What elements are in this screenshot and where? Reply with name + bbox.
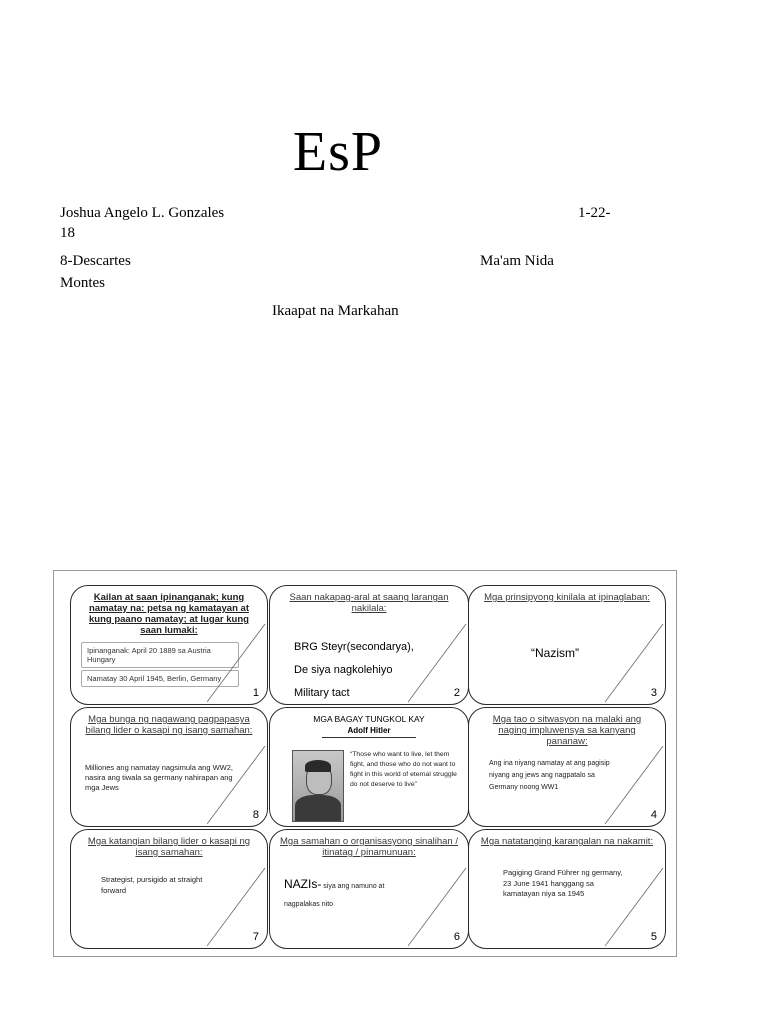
quote-text: “Those who want to live, let them fight, and those who do not want to fight in this world of eternal struggle do not deserve to live” [350, 751, 457, 788]
card-number: 2 [453, 687, 460, 699]
death-info: Namatay 30 April 1945, Berlin, Germany [81, 670, 239, 687]
teacher-name-part2: Montes [60, 275, 105, 291]
education-line: Military tact [294, 687, 350, 699]
date-part1: 1-22- [578, 205, 611, 221]
card-number: 3 [650, 687, 657, 699]
education-line: BRG Steyr(secondarya), [294, 641, 414, 653]
card-center-subject [269, 707, 469, 827]
card-honors [468, 829, 666, 949]
card-organizations [269, 829, 469, 949]
birth-info: Ipinanganak: April 20 1889 sa Austria Hungary [81, 642, 239, 668]
card-birth-death [70, 585, 268, 705]
card-number: 7 [252, 931, 259, 943]
card-heading: Mga natatanging karangalan na nakamit: [480, 836, 654, 847]
results-text: Milliones ang namatay nagsimula ang WW2, nasira ang tiwala sa germany nahirapan ang mga Jews [85, 763, 233, 792]
card-number: 4 [650, 809, 657, 821]
student-name: Joshua Angelo L. Gonzales [60, 205, 225, 221]
influences-text: Ang ina niyang namatay at ang pagisip niyang ang jews ang nagpatalo sa Germany noong WW1 [489, 760, 610, 791]
card-number: 1 [252, 687, 259, 699]
section: 8-Descartes [60, 253, 131, 269]
quarter-label: Ikaapat na Markahan [272, 303, 399, 319]
organization-note: siya ang namuno at nagpalakas nito [284, 883, 385, 908]
teacher-name-part1: Ma'am Nida [480, 253, 554, 269]
portrait-image [292, 750, 344, 822]
card-heading: Mga tao o sitwasyon na malaki ang naging impluwensya sa kanyang pananaw: [492, 714, 642, 747]
card-decision-results [70, 707, 268, 827]
center-heading: MGA BAGAY TUNGKOL KAY [313, 714, 425, 724]
card-number: 6 [453, 931, 460, 943]
card-influences [468, 707, 666, 827]
card-traits [70, 829, 268, 949]
education-line: De siya nagkolehiyo [294, 664, 393, 676]
subject-underline [322, 737, 416, 738]
organization-name: NAZIs- [284, 877, 322, 891]
worksheet-figure [53, 570, 677, 957]
card-heading: Saan nakapag-aral at saang larangan nakilala: [289, 592, 449, 614]
document-title: EsP [292, 121, 384, 183]
card-heading: Mga samahan o organisasyong sinalihan / itinatag / pinamunuan: [280, 836, 458, 858]
card-heading: Kailan at saan ipinanganak; kung namatay na: petsa ng kamatayan at kung paano namatay; at lugar kung saan lumaki: [89, 592, 249, 636]
card-principles [468, 585, 666, 705]
subject-name: Adolf Hitler [347, 726, 391, 735]
traits-text: Strategist, pursigido at straight forward [101, 875, 203, 895]
card-education [269, 585, 469, 705]
card-number: 8 [252, 809, 259, 821]
card-heading: Mga bunga ng nagawang pagpapasya bilang lider o kasapi ng isang samahan: [85, 714, 253, 736]
card-heading: Mga prinsipyong kinilala at ipinaglaban: [484, 592, 650, 603]
card-heading: Mga katangian bilang lider o kasapi ng isang samahan: [87, 836, 251, 858]
principle-text: “Nazism” [531, 646, 579, 660]
honors-text: Pagiging Grand Führer ng germany, 23 June 1941 hanggang sa kamatayan niya sa 1945 [503, 868, 623, 898]
card-number: 5 [650, 931, 657, 943]
date-part2: 18 [60, 225, 75, 241]
